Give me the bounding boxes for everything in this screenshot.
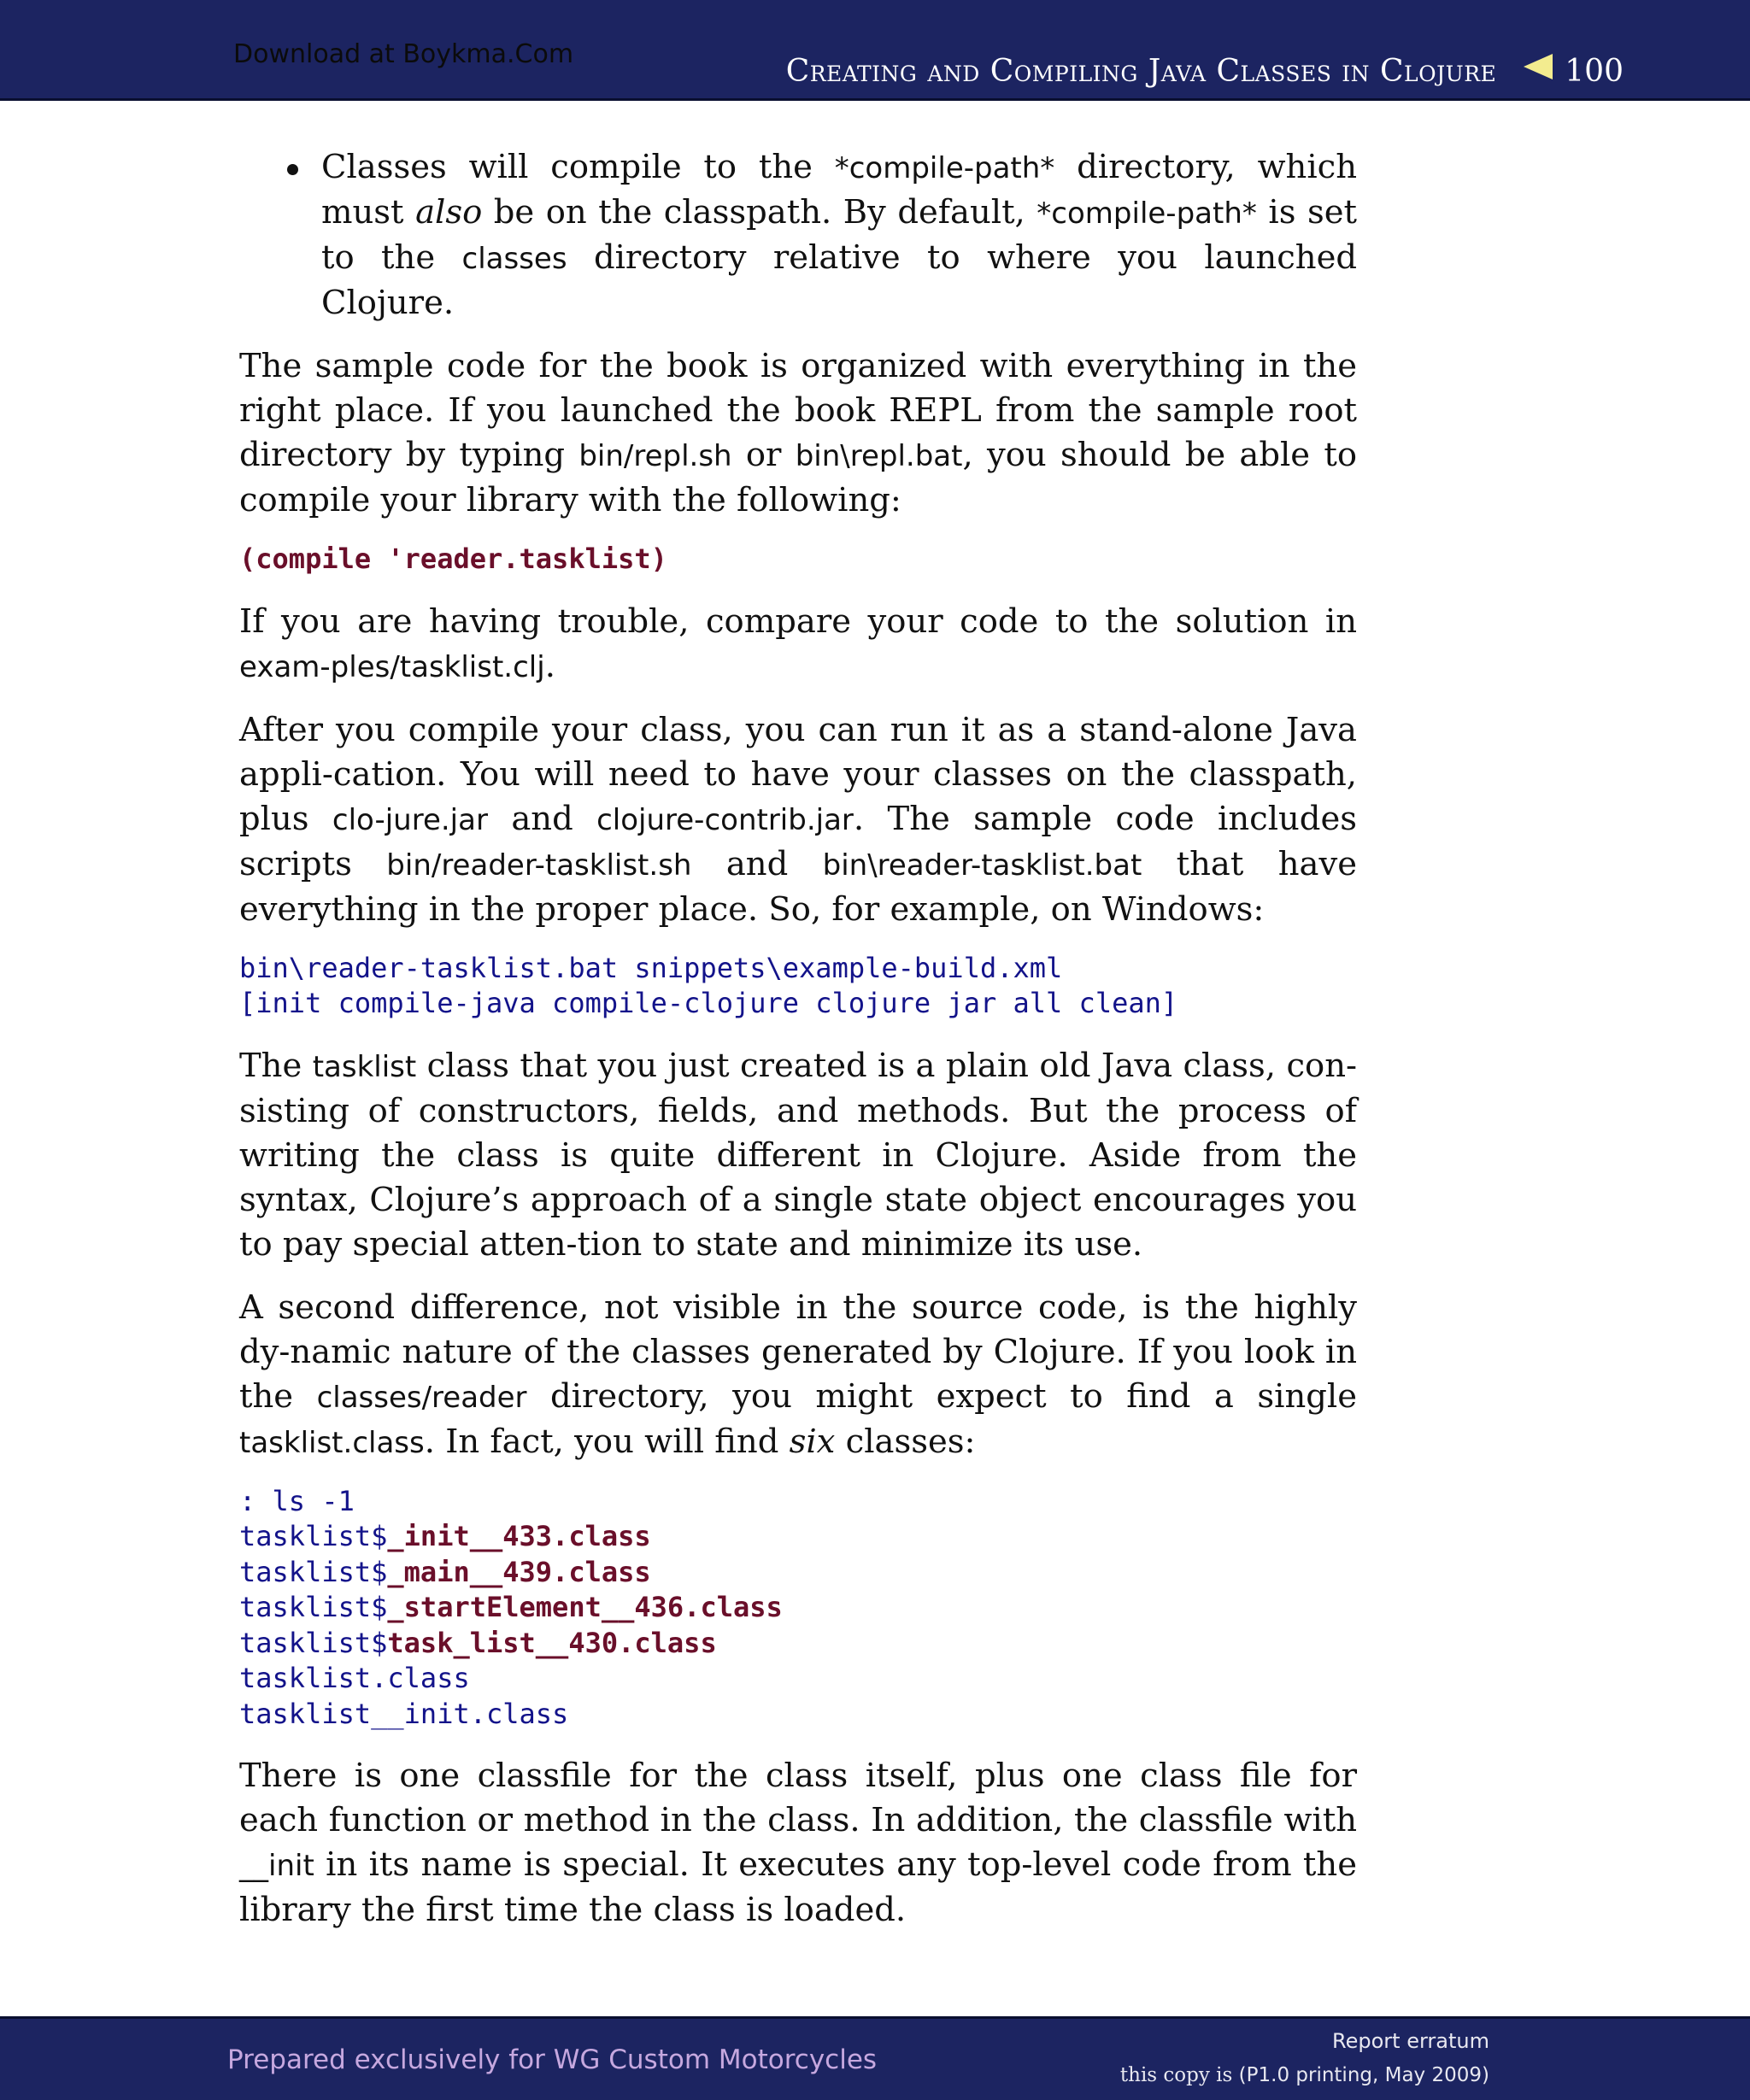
- code-text: tasklist$: [239, 1591, 388, 1623]
- text: The: [239, 1046, 313, 1085]
- text: After you compile your class, you can run it as a stand-alone Java appli-cation. You will need to have your classes on the classpath, plus: [239, 710, 1357, 838]
- inline-code: bin/reader-tasklist.sh: [386, 848, 692, 883]
- code-emph: _init__433.class: [387, 1520, 651, 1552]
- page-body: [239, 145, 1357, 1951]
- paragraph: [239, 1754, 1357, 1933]
- printing-info: (P1.0 printing, May 2009): [1238, 2064, 1489, 2086]
- text: directory, you might expect to find a single: [526, 1376, 1357, 1416]
- text: class that you just created is a plain old Java class, con-sisting of constructors, fields, and methods. But the process of writing the class is quite different in Clojure. Aside from the syntax, Clojure’s approach of a single state object encourages you to pay special atten-tion to state and minimize its use.: [239, 1046, 1357, 1264]
- prepared-for-text: Prepared exclusively for WG Custom Motorcycles: [227, 2044, 878, 2075]
- text: classes:: [835, 1422, 976, 1461]
- inline-code: exam-ples/tasklist.clj: [239, 649, 545, 684]
- code-text: tasklist__init.class: [239, 1697, 569, 1730]
- text: . In fact, you will find: [424, 1422, 790, 1461]
- text: Classes will compile to the: [321, 148, 835, 186]
- download-link[interactable]: Download at Boykma.Com: [233, 39, 574, 69]
- inline-code: clojure-contrib.jar: [596, 802, 854, 837]
- code-emph: _main__439.class: [387, 1555, 651, 1588]
- code-line: (compile 'reader.tasklist): [239, 543, 667, 575]
- text: , you should be able to compile your library with the following:: [239, 436, 1357, 519]
- paragraph: [239, 600, 1357, 689]
- text: The sample code for the book is organized with everything in the right place. If you launched the book REPL from the sample root directory by typing: [239, 347, 1357, 474]
- text: directory, which must: [321, 148, 1357, 232]
- inline-code: tasklist.class: [239, 1425, 425, 1460]
- text: is set to the: [321, 193, 1357, 277]
- inline-code: clo-jure.jar: [332, 802, 488, 837]
- text: A second difference, not visible in the source code, is the highly dy-namic nature of the classes generated by Clojure. If you look in the: [239, 1288, 1357, 1416]
- bullet-item: [239, 145, 1357, 326]
- header-bar: [0, 0, 1750, 101]
- code-text: tasklist$: [239, 1555, 388, 1588]
- code-line: [239, 1519, 1357, 1555]
- code-block: [239, 951, 1357, 1022]
- left-triangle-icon[interactable]: [1524, 54, 1553, 79]
- text: that have everything in the proper place. So, for example, on Windows:: [239, 844, 1358, 929]
- code-line: [239, 1590, 1357, 1626]
- text: or: [731, 436, 796, 474]
- text: in its name is special. It executes any top-level code from the library the first time the class is loaded.: [239, 1845, 1357, 1929]
- paragraph: [239, 1044, 1357, 1267]
- copy-info: [1120, 2064, 1489, 2086]
- inline-code: bin\repl.bat: [795, 439, 963, 473]
- inline-code: *compile-path*: [1036, 197, 1257, 231]
- text: . The sample code includes scripts: [239, 799, 1357, 883]
- code-block: [239, 542, 1357, 578]
- page-number: 100: [1565, 54, 1624, 89]
- inline-code: classes/reader: [316, 1380, 527, 1415]
- text: .: [544, 646, 555, 685]
- inline-code: bin\reader-tasklist.bat: [822, 848, 1142, 883]
- text: be on the classpath. By default,: [482, 193, 1037, 232]
- emphasis: six: [789, 1422, 836, 1461]
- paragraph: [239, 708, 1357, 932]
- inline-code: classes: [461, 242, 567, 276]
- running-head: [427, 53, 1624, 91]
- code-line: [239, 1661, 1357, 1697]
- inline-code: __init: [239, 1849, 314, 1883]
- text: and: [487, 799, 597, 838]
- paragraph: [239, 1286, 1357, 1465]
- code-block: [239, 1484, 1357, 1733]
- text: If you are having trouble, compare your code to the solution in: [239, 601, 1357, 641]
- text: directory relative to where you launched Clojure.: [321, 238, 1357, 322]
- text: and: [691, 844, 823, 883]
- code-line: : ls -1: [239, 1484, 355, 1517]
- inline-code: bin/repl.sh: [578, 439, 732, 473]
- code-text: tasklist$: [239, 1520, 388, 1552]
- text: There is one classfile for the class itself, plus one class file for each function or method in the class. In addition, the classfile with: [239, 1757, 1357, 1839]
- code-emph: _startElement__436.class: [387, 1591, 783, 1623]
- inline-code: *compile-path*: [834, 151, 1055, 185]
- code-line: [239, 1626, 1357, 1662]
- bullet-dot: [287, 164, 298, 175]
- footer-bar: [0, 2016, 1750, 2100]
- inline-code: tasklist: [312, 1049, 417, 1084]
- paragraph: [239, 344, 1357, 523]
- emphasis: also: [415, 193, 483, 232]
- report-erratum-link[interactable]: Report erratum: [1332, 2029, 1489, 2053]
- code-text: tasklist$: [239, 1626, 388, 1659]
- running-title: Creating and Compiling Java Classes in Clojure: [785, 54, 1497, 89]
- code-line: [239, 1555, 1357, 1591]
- code-line: [239, 1697, 1357, 1733]
- copy-prefix: this copy is: [1119, 2064, 1239, 2086]
- code-text: tasklist.class: [239, 1662, 470, 1694]
- code-line: bin\reader-tasklist.bat snippets\example-build.xml: [239, 951, 1063, 984]
- code-line: [init compile-java compile-clojure clojure jar all clean]: [239, 987, 1178, 1019]
- code-emph: task_list__430.class: [387, 1626, 717, 1659]
